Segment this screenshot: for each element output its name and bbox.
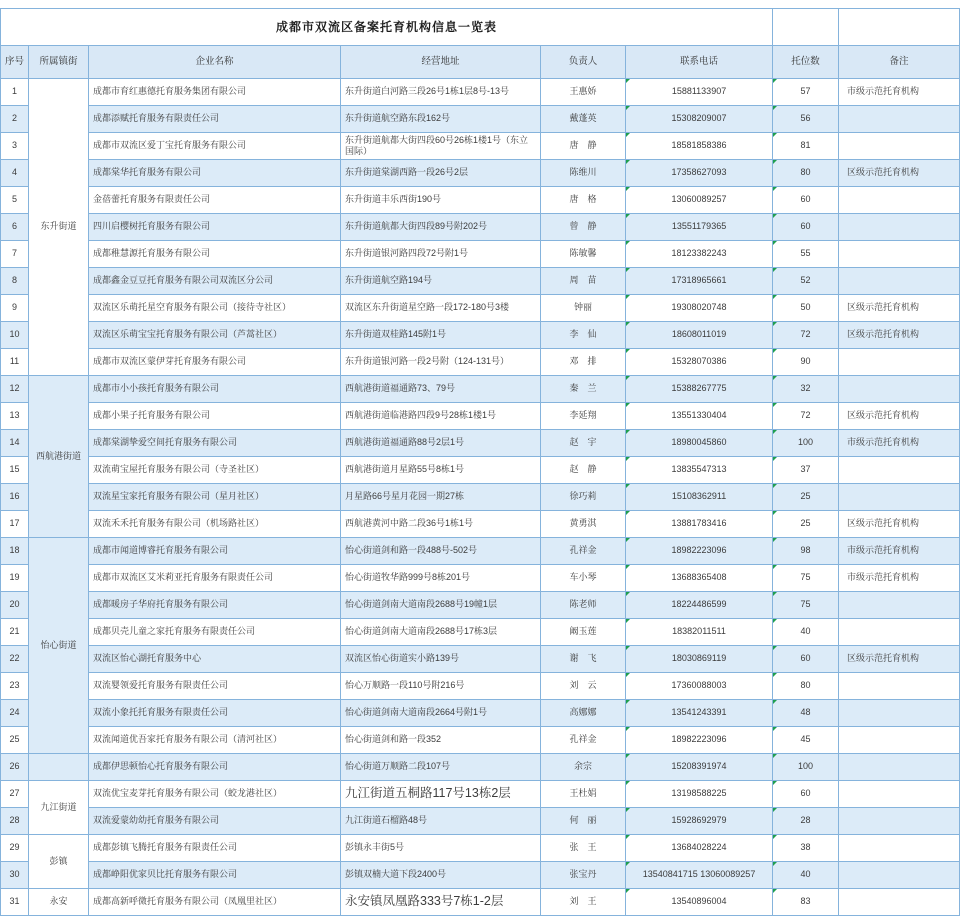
title-row — [1, 9, 960, 46]
cell-company-name[interactable]: 成都稚慧源托育服务有限公司 — [89, 241, 341, 268]
cell-address[interactable]: 西航港街道福通路73、79号 — [341, 376, 541, 403]
table-row — [1, 538, 960, 565]
cell-slot-count[interactable]: 32 — [773, 376, 839, 403]
cell-address[interactable]: 东升街道航都大街四段60号26栋1楼1号（东立国际） — [341, 133, 541, 160]
cell-person-in-charge[interactable]: 王惠娇 — [541, 79, 626, 106]
cell-slot-count[interactable]: 45 — [773, 727, 839, 754]
cell-company-name[interactable]: 双流星宝家托育服务有限公司（星月社区） — [89, 484, 341, 511]
table-row — [1, 727, 960, 754]
cell-company-name[interactable]: 成都棠湖挚爱空间托育服务有限公司 — [89, 430, 341, 457]
cell-person-in-charge[interactable]: 戴蓬英 — [541, 106, 626, 133]
cell-company-name[interactable]: 金蓓蕾托育服务有限责任公司 — [89, 187, 341, 214]
cell-remark[interactable]: 市级示范托育机构 — [839, 79, 960, 106]
cell-person-in-charge[interactable]: 陈老师 — [541, 592, 626, 619]
cell-remark[interactable] — [839, 781, 960, 808]
cell-person-in-charge[interactable]: 高娜娜 — [541, 700, 626, 727]
cell-address[interactable]: 彭镇永丰街5号 — [341, 835, 541, 862]
cell-company-name[interactable]: 成都市闻道博睿托育服务有限公司 — [89, 538, 341, 565]
cell-slot-count[interactable]: 72 — [773, 322, 839, 349]
cell-address[interactable]: 东升街道丰乐西街190号 — [341, 187, 541, 214]
cell-phone[interactable]: 13835547313 — [626, 457, 773, 484]
cell-company-name[interactable]: 成都市双流区艾米莉亚托育服务有限责任公司 — [89, 565, 341, 592]
cell-slot-count[interactable]: 100 — [773, 430, 839, 457]
cell-remark[interactable] — [839, 187, 960, 214]
cell-person-in-charge[interactable]: 秦 兰 — [541, 376, 626, 403]
cell-remark[interactable] — [839, 700, 960, 727]
cell-company-name[interactable]: 双流萌宝屋托育服务有限公司（寺圣社区） — [89, 457, 341, 484]
cell-slot-count[interactable]: 60 — [773, 187, 839, 214]
cell-township[interactable]: 西航港街道 — [29, 376, 89, 538]
cell-remark[interactable] — [839, 133, 960, 160]
cell-phone[interactable]: 13881783416 — [626, 511, 773, 538]
cell-company-name[interactable]: 双流优宝麦芽托育服务有限公司（蛟龙港社区） — [89, 781, 341, 808]
childcare-institutions-table — [0, 8, 960, 916]
table-row — [1, 214, 960, 241]
page-title[interactable]: 成都市双流区备案托育机构信息一览表 — [1, 9, 773, 46]
cell-address[interactable]: 九江街道石榴路48号 — [341, 808, 541, 835]
cell-remark[interactable]: 区级示范托育机构 — [839, 403, 960, 430]
table-row — [1, 160, 960, 187]
cell-person-in-charge[interactable]: 李延翔 — [541, 403, 626, 430]
cell-phone[interactable]: 15881133907 — [626, 79, 773, 106]
cell-serial[interactable]: 9 — [1, 295, 29, 322]
cell-serial[interactable]: 14 — [1, 430, 29, 457]
cell-address[interactable]: 东升街道双桂路145附1号 — [341, 322, 541, 349]
cell-phone[interactable]: 18581858386 — [626, 133, 773, 160]
cell-address[interactable]: 东升街道航空路194号 — [341, 268, 541, 295]
table-row — [1, 511, 960, 538]
cell-slot-count[interactable]: 90 — [773, 349, 839, 376]
cell-phone[interactable]: 17360088003 — [626, 673, 773, 700]
cell-phone[interactable]: 15108362911 — [626, 484, 773, 511]
cell-serial[interactable]: 16 — [1, 484, 29, 511]
cell-serial[interactable]: 13 — [1, 403, 29, 430]
cell-address[interactable]: 西航港街道临港路四段9号28栋1楼1号 — [341, 403, 541, 430]
cell-phone[interactable]: 15388267775 — [626, 376, 773, 403]
cell-phone[interactable]: 13540896004 — [626, 889, 773, 916]
cell-remark[interactable] — [839, 835, 960, 862]
cell-address[interactable]: 怡心街道万顺路二段107号 — [341, 754, 541, 781]
cell-serial[interactable]: 2 — [1, 106, 29, 133]
col-header-serial[interactable]: 序号 — [1, 46, 29, 79]
cell-slot-count[interactable]: 40 — [773, 619, 839, 646]
cell-serial[interactable]: 19 — [1, 565, 29, 592]
cell-company-name[interactable]: 成都市双流区爱丁宝托育服务有限公司 — [89, 133, 341, 160]
cell-address[interactable]: 月星路66号星月花园一期27栋 — [341, 484, 541, 511]
cell-serial[interactable]: 27 — [1, 781, 29, 808]
cell-serial[interactable]: 8 — [1, 268, 29, 295]
table-row — [1, 106, 960, 133]
cell-company-name[interactable]: 双流区乐萌宝宝托育服务有限公司（芦蒿社区） — [89, 322, 341, 349]
cell-remark[interactable] — [839, 349, 960, 376]
cell-slot-count[interactable]: 100 — [773, 754, 839, 781]
cell-person-in-charge[interactable]: 唐 静 — [541, 133, 626, 160]
cell-serial[interactable]: 23 — [1, 673, 29, 700]
cell-serial[interactable]: 5 — [1, 187, 29, 214]
cell-remark[interactable] — [839, 754, 960, 781]
cell-address[interactable]: 怡心万顺路一段110号附216号 — [341, 673, 541, 700]
table-row — [1, 862, 960, 889]
col-header-phone[interactable]: 联系电话 — [626, 46, 773, 79]
cell-remark[interactable]: 区级示范托育机构 — [839, 322, 960, 349]
cell-address[interactable]: 怡心街道牧华路999号8栋201号 — [341, 565, 541, 592]
cell-serial[interactable]: 7 — [1, 241, 29, 268]
cell-phone[interactable]: 17358627093 — [626, 160, 773, 187]
cell-person-in-charge[interactable]: 张宝丹 — [541, 862, 626, 889]
cell-township[interactable]: 彭镇 — [29, 835, 89, 889]
cell-remark[interactable]: 区级示范托育机构 — [839, 160, 960, 187]
cell-address[interactable]: 东升街道航都大街四段89号附202号 — [341, 214, 541, 241]
cell-remark[interactable] — [839, 376, 960, 403]
cell-remark[interactable] — [839, 808, 960, 835]
table-row — [1, 457, 960, 484]
cell-township[interactable]: 怡心街道 — [29, 538, 89, 754]
cell-slot-count[interactable]: 48 — [773, 700, 839, 727]
table-row — [1, 241, 960, 268]
cell-address[interactable]: 东升街道白河路三段26号1栋1层8号-13号 — [341, 79, 541, 106]
cell-serial[interactable]: 15 — [1, 457, 29, 484]
header-row — [1, 46, 960, 79]
cell-remark[interactable] — [839, 484, 960, 511]
cell-phone[interactable]: 13688365408 — [626, 565, 773, 592]
cell-company-name[interactable]: 双流区怡心湖托育服务中心 — [89, 646, 341, 673]
cell-slot-count[interactable]: 60 — [773, 781, 839, 808]
cell-remark[interactable]: 市级示范托育机构 — [839, 538, 960, 565]
table-row — [1, 835, 960, 862]
col-header-person[interactable]: 负责人 — [541, 46, 626, 79]
title-empty-cell-1[interactable] — [773, 9, 839, 46]
cell-slot-count[interactable]: 80 — [773, 673, 839, 700]
cell-slot-count[interactable]: 50 — [773, 295, 839, 322]
cell-company-name[interactable]: 成都小果子托育服务有限公司 — [89, 403, 341, 430]
cell-serial[interactable]: 10 — [1, 322, 29, 349]
cell-company-name[interactable]: 成都鑫金豆豆托育服务有限公司双流区分公司 — [89, 268, 341, 295]
cell-phone[interactable]: 13060089257 — [626, 187, 773, 214]
cell-remark[interactable] — [839, 889, 960, 916]
cell-phone[interactable]: 18123382243 — [626, 241, 773, 268]
cell-remark[interactable] — [839, 592, 960, 619]
cell-serial[interactable]: 17 — [1, 511, 29, 538]
cell-slot-count[interactable]: 56 — [773, 106, 839, 133]
cell-remark[interactable] — [839, 862, 960, 889]
cell-serial[interactable]: 4 — [1, 160, 29, 187]
cell-remark[interactable]: 市级示范托育机构 — [839, 565, 960, 592]
table-row — [1, 268, 960, 295]
cell-address[interactable]: 彭镇双楠大道下段2400号 — [341, 862, 541, 889]
cell-phone[interactable]: 13551330404 — [626, 403, 773, 430]
cell-person-in-charge[interactable]: 阚玉莲 — [541, 619, 626, 646]
cell-company-name[interactable]: 成都暖房子华府托育服务有限公司 — [89, 592, 341, 619]
cell-slot-count[interactable]: 25 — [773, 484, 839, 511]
cell-remark[interactable] — [839, 727, 960, 754]
cell-address[interactable]: 东升街道航空路东段162号 — [341, 106, 541, 133]
cell-slot-count[interactable]: 81 — [773, 133, 839, 160]
cell-person-in-charge[interactable]: 孔祥金 — [541, 727, 626, 754]
cell-address[interactable]: 九江街道五桐路117号13栋2层 — [341, 781, 541, 808]
cell-slot-count[interactable]: 37 — [773, 457, 839, 484]
cell-phone[interactable]: 15328070386 — [626, 349, 773, 376]
cell-person-in-charge[interactable]: 余宗 — [541, 754, 626, 781]
cell-company-name[interactable]: 成都伊思顿怡心托育服务有限公司 — [89, 754, 341, 781]
cell-serial[interactable]: 25 — [1, 727, 29, 754]
cell-phone[interactable]: 13541243391 — [626, 700, 773, 727]
cell-serial[interactable]: 30 — [1, 862, 29, 889]
cell-remark[interactable] — [839, 457, 960, 484]
cell-phone[interactable]: 17318965661 — [626, 268, 773, 295]
cell-slot-count[interactable]: 75 — [773, 592, 839, 619]
col-header-company[interactable]: 企业名称 — [89, 46, 341, 79]
cell-address[interactable]: 西航港街道福通路88号2层1号 — [341, 430, 541, 457]
cell-slot-count[interactable]: 60 — [773, 646, 839, 673]
cell-company-name[interactable]: 成都市双流区蒙伊芽托育服务有限公司 — [89, 349, 341, 376]
cell-phone[interactable]: 13540841715 13060089257 — [626, 862, 773, 889]
cell-serial[interactable]: 1 — [1, 79, 29, 106]
cell-person-in-charge[interactable]: 赵 静 — [541, 457, 626, 484]
table-row — [1, 889, 960, 916]
col-header-address[interactable]: 经营地址 — [341, 46, 541, 79]
cell-phone[interactable]: 18224486599 — [626, 592, 773, 619]
cell-serial[interactable]: 6 — [1, 214, 29, 241]
cell-company-name[interactable]: 成都市小小孩托育服务有限公司 — [89, 376, 341, 403]
cell-serial[interactable]: 24 — [1, 700, 29, 727]
cell-remark[interactable] — [839, 673, 960, 700]
cell-remark[interactable]: 区级示范托育机构 — [839, 511, 960, 538]
cell-township[interactable]: 东升街道 — [29, 79, 89, 376]
cell-slot-count[interactable]: 72 — [773, 403, 839, 430]
cell-address[interactable]: 怡心街道剑和路一段352 — [341, 727, 541, 754]
col-header-township[interactable]: 所属镇街 — [29, 46, 89, 79]
cell-address[interactable]: 永安镇凤凰路333号7栋1-2层 — [341, 889, 541, 916]
cell-company-name[interactable]: 成都棠华托育服务有限公司 — [89, 160, 341, 187]
cell-person-in-charge[interactable]: 陈维川 — [541, 160, 626, 187]
cell-remark[interactable]: 区级示范托育机构 — [839, 295, 960, 322]
cell-address[interactable]: 怡心街道剑南大道南段2688号17栋3层 — [341, 619, 541, 646]
cell-slot-count[interactable]: 25 — [773, 511, 839, 538]
cell-person-in-charge[interactable]: 周 苗 — [541, 268, 626, 295]
cell-phone[interactable]: 19308020748 — [626, 295, 773, 322]
cell-phone[interactable]: 13684028224 — [626, 835, 773, 862]
cell-remark[interactable] — [839, 214, 960, 241]
cell-serial[interactable]: 29 — [1, 835, 29, 862]
table-row — [1, 403, 960, 430]
cell-remark[interactable] — [839, 268, 960, 295]
cell-slot-count[interactable]: 80 — [773, 160, 839, 187]
cell-company-name[interactable]: 双流闻道优吾家托育服务有限公司（清河社区） — [89, 727, 341, 754]
title-empty-cell-2[interactable] — [839, 9, 960, 46]
table-row — [1, 322, 960, 349]
table-row — [1, 295, 960, 322]
cell-person-in-charge[interactable]: 曾 静 — [541, 214, 626, 241]
cell-remark[interactable]: 区级示范托育机构 — [839, 646, 960, 673]
table-row — [1, 700, 960, 727]
cell-address[interactable]: 西航港黄河中路二段36号1栋1号 — [341, 511, 541, 538]
cell-address[interactable]: 双流区怡心街道实小路139号 — [341, 646, 541, 673]
cell-person-in-charge[interactable]: 王杜娟 — [541, 781, 626, 808]
cell-address[interactable]: 怡心街道剑南大道南段2664号附1号 — [341, 700, 541, 727]
cell-phone[interactable]: 15208391974 — [626, 754, 773, 781]
cell-person-in-charge[interactable]: 唐 格 — [541, 187, 626, 214]
table-row — [1, 187, 960, 214]
cell-serial[interactable]: 12 — [1, 376, 29, 403]
cell-company-name[interactable]: 成都彭镇飞腾托育服务有限责任公司 — [89, 835, 341, 862]
cell-person-in-charge[interactable]: 车小琴 — [541, 565, 626, 592]
cell-phone[interactable]: 18030869119 — [626, 646, 773, 673]
cell-serial[interactable]: 11 — [1, 349, 29, 376]
cell-company-name[interactable]: 成都高新呼微托育服务有限公司（凤凰里社区） — [89, 889, 341, 916]
cell-remark[interactable] — [839, 241, 960, 268]
cell-phone[interactable]: 18982223096 — [626, 727, 773, 754]
table-row — [1, 592, 960, 619]
cell-person-in-charge[interactable]: 邓 排 — [541, 349, 626, 376]
table-row — [1, 484, 960, 511]
cell-person-in-charge[interactable]: 孔祥金 — [541, 538, 626, 565]
cell-phone[interactable]: 15928692979 — [626, 808, 773, 835]
cell-slot-count[interactable]: 28 — [773, 808, 839, 835]
cell-company-name[interactable]: 双流爱蒙幼幼托育服务有限公司 — [89, 808, 341, 835]
cell-phone[interactable]: 18382011511 — [626, 619, 773, 646]
cell-company-name[interactable]: 双流区乐萌托星空育服务有限公司（接待寺社区） — [89, 295, 341, 322]
cell-serial[interactable]: 22 — [1, 646, 29, 673]
cell-person-in-charge[interactable]: 钟丽 — [541, 295, 626, 322]
cell-remark[interactable] — [839, 106, 960, 133]
cell-slot-count[interactable]: 38 — [773, 835, 839, 862]
cell-address[interactable]: 东升街道棠湖西路一段26号2层 — [341, 160, 541, 187]
cell-company-name[interactable]: 成都峥阳优家贝比托育服务有限公司 — [89, 862, 341, 889]
cell-remark[interactable] — [839, 619, 960, 646]
cell-address[interactable]: 双流区东升街道星空路一段172-180号3楼 — [341, 295, 541, 322]
cell-address[interactable]: 怡心街道剑和路一段488号-502号 — [341, 538, 541, 565]
cell-phone[interactable]: 15308209007 — [626, 106, 773, 133]
cell-slot-count[interactable]: 98 — [773, 538, 839, 565]
cell-township[interactable]: 九江街道 — [29, 781, 89, 835]
cell-phone[interactable]: 18608011019 — [626, 322, 773, 349]
table-row — [1, 673, 960, 700]
cell-person-in-charge[interactable]: 黄勇淇 — [541, 511, 626, 538]
cell-slot-count[interactable]: 52 — [773, 268, 839, 295]
cell-slot-count[interactable]: 55 — [773, 241, 839, 268]
cell-serial[interactable]: 18 — [1, 538, 29, 565]
cell-company-name[interactable]: 成都贝壳儿童之家托育服务有限责任公司 — [89, 619, 341, 646]
col-header-remark[interactable]: 备注 — [839, 46, 960, 79]
cell-company-name[interactable]: 四川启樱树托育服务有限公司 — [89, 214, 341, 241]
cell-company-name[interactable]: 成都市育红惠德托育服务集团有限公司 — [89, 79, 341, 106]
cell-person-in-charge[interactable]: 李 仙 — [541, 322, 626, 349]
cell-township[interactable]: 永安 — [29, 889, 89, 916]
cell-person-in-charge[interactable]: 刘 云 — [541, 673, 626, 700]
table-row — [1, 79, 960, 106]
cell-company-name[interactable]: 双流禾禾托育服务有限公司（机场路社区） — [89, 511, 341, 538]
cell-phone[interactable]: 18980045860 — [626, 430, 773, 457]
cell-person-in-charge[interactable]: 何 丽 — [541, 808, 626, 835]
cell-township[interactable] — [29, 754, 89, 781]
cell-slot-count[interactable]: 75 — [773, 565, 839, 592]
cell-company-name[interactable]: 双流婴领爱托育服务有限责任公司 — [89, 673, 341, 700]
cell-slot-count[interactable]: 60 — [773, 214, 839, 241]
cell-remark[interactable]: 市级示范托育机构 — [839, 430, 960, 457]
cell-phone[interactable]: 13198588225 — [626, 781, 773, 808]
table-row — [1, 430, 960, 457]
cell-person-in-charge[interactable]: 赵 宇 — [541, 430, 626, 457]
cell-company-name[interactable]: 成都添赋托育服务有限责任公司 — [89, 106, 341, 133]
col-header-slots[interactable]: 托位数 — [773, 46, 839, 79]
table-row — [1, 646, 960, 673]
cell-serial[interactable]: 26 — [1, 754, 29, 781]
cell-slot-count[interactable]: 83 — [773, 889, 839, 916]
cell-serial[interactable]: 3 — [1, 133, 29, 160]
cell-phone[interactable]: 18982223096 — [626, 538, 773, 565]
cell-person-in-charge[interactable]: 徐巧莉 — [541, 484, 626, 511]
table-row — [1, 781, 960, 808]
cell-address[interactable]: 西航港街道月星路55号8栋1号 — [341, 457, 541, 484]
table-row — [1, 133, 960, 160]
cell-address[interactable]: 东升街道银河路四段72号附1号 — [341, 241, 541, 268]
cell-serial[interactable]: 20 — [1, 592, 29, 619]
cell-serial[interactable]: 28 — [1, 808, 29, 835]
cell-address[interactable]: 东升街道银河路一段2号附（124-131号） — [341, 349, 541, 376]
cell-person-in-charge[interactable]: 谢 飞 — [541, 646, 626, 673]
cell-slot-count[interactable]: 40 — [773, 862, 839, 889]
cell-serial[interactable]: 31 — [1, 889, 29, 916]
table-row — [1, 754, 960, 781]
cell-phone[interactable]: 13551179365 — [626, 214, 773, 241]
cell-company-name[interactable]: 双流小象托托育服务有限责任公司 — [89, 700, 341, 727]
cell-slot-count[interactable]: 57 — [773, 79, 839, 106]
cell-person-in-charge[interactable]: 刘 王 — [541, 889, 626, 916]
table-row — [1, 808, 960, 835]
cell-serial[interactable]: 21 — [1, 619, 29, 646]
cell-person-in-charge[interactable]: 张 王 — [541, 835, 626, 862]
table-row — [1, 349, 960, 376]
table-row — [1, 376, 960, 403]
cell-person-in-charge[interactable]: 陈敏馨 — [541, 241, 626, 268]
cell-address[interactable]: 怡心街道剑南大道南段2688号19幢1层 — [341, 592, 541, 619]
table-row — [1, 619, 960, 646]
table-row — [1, 565, 960, 592]
